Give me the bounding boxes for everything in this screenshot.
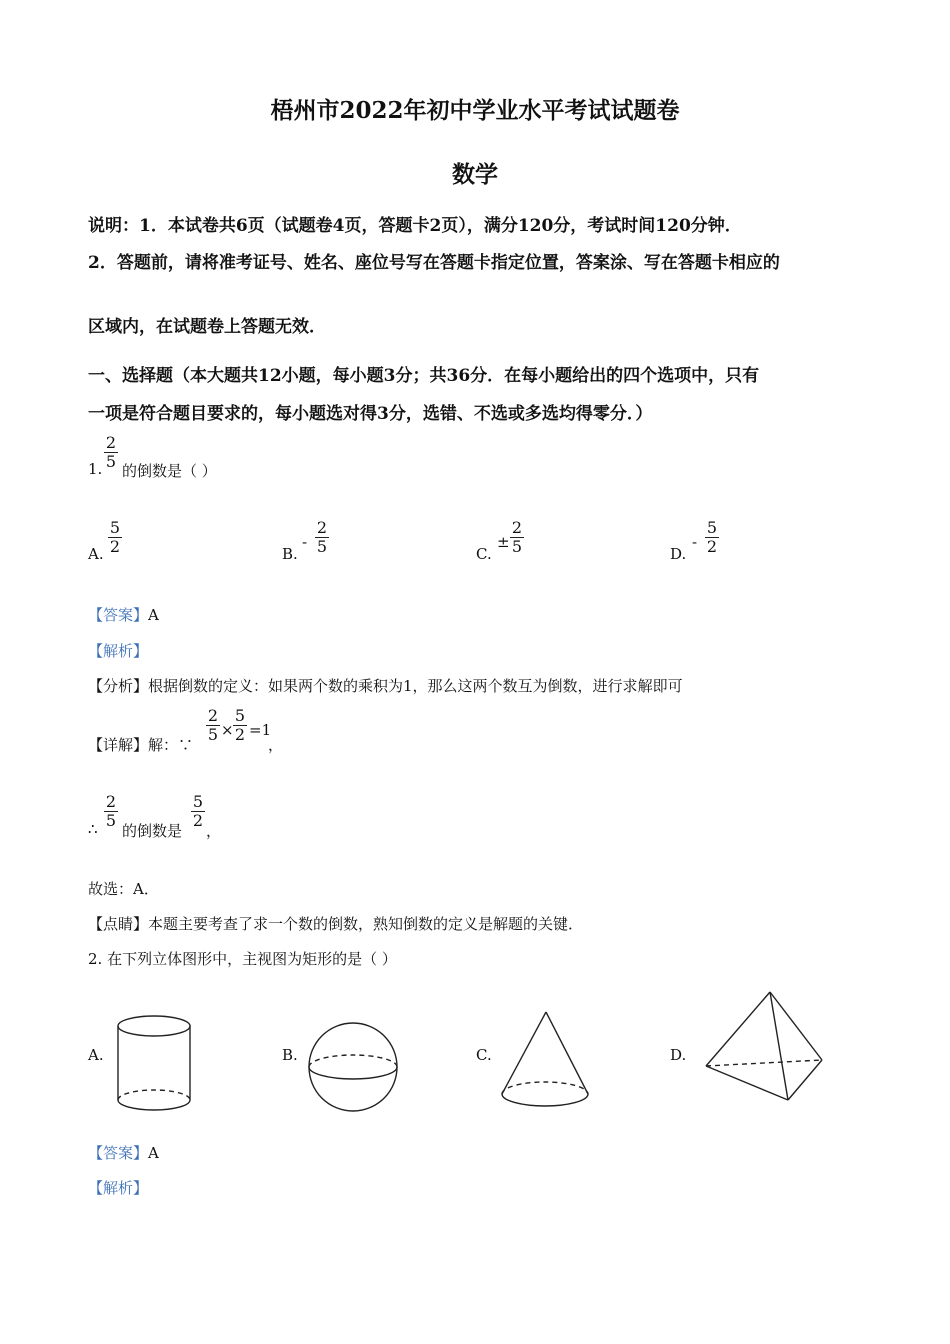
question-stem: 的倒数是（ ） <box>122 462 217 480</box>
subject-title: 数学 <box>452 161 498 188</box>
therefore-text: 的倒数是 <box>122 822 183 840</box>
sphere-icon <box>304 1020 404 1116</box>
option-sign: - <box>692 533 698 551</box>
equals-one: =1 <box>249 721 272 739</box>
option-label: C. <box>476 545 492 563</box>
option-label: D. <box>670 1046 687 1064</box>
question-stem: 2. 在下列立体图形中，主视图为矩形的是（ ） <box>88 950 397 968</box>
dianjing-tag: 【点睛】 <box>88 915 149 933</box>
cone-icon <box>496 1008 596 1116</box>
detail-comma: ， <box>268 736 284 754</box>
instruction-line-2: 2．答题前，请将准考证号、姓名、座位号写在答题卡指定位置，答案涂、写在答题卡相应的 <box>88 253 780 273</box>
tetrahedron-icon <box>700 988 830 1108</box>
answer-value: A <box>148 1144 159 1162</box>
option-fraction: 5 2 <box>706 518 718 556</box>
option-label: A. <box>88 545 104 563</box>
detail-prefix: 解：∵ <box>148 736 194 754</box>
section-heading-line-1: 一、选择题（本大题共12小题，每小题3分；共36分．在每小题给出的四个选项中，只有 <box>88 366 760 386</box>
option-fraction: 5 2 <box>109 518 121 556</box>
dianjing-line <box>88 913 583 934</box>
answer-line <box>88 1142 159 1163</box>
fenxi-line <box>88 675 683 696</box>
answer-tag: 【答案】 <box>88 606 149 624</box>
times-sign: × <box>221 721 234 739</box>
therefore-fraction-1: 2 5 <box>105 792 117 830</box>
answer-tag: 【答案】 <box>88 1144 149 1162</box>
therefore-comma: ， <box>206 822 222 840</box>
option-label: C. <box>476 1046 492 1064</box>
option-label: D. <box>670 545 687 563</box>
detail-fraction-1: 2 5 <box>207 706 219 744</box>
dianjing-text: 本题主要考查了求一个数的倒数，熟知倒数的定义是解题的关键． <box>148 915 584 933</box>
option-fraction: 2 5 <box>511 518 523 556</box>
detail-prefix-line <box>88 734 193 755</box>
therefore-sign: ∴ <box>88 820 98 838</box>
answer-value: A <box>148 606 159 624</box>
option-label: B. <box>282 545 298 563</box>
instruction-line-1: 说明：1．本试卷共6页（试题卷4页，答题卡2页），满分120分，考试时间120分钟． <box>88 216 742 236</box>
detail-tag: 【详解】 <box>88 736 149 754</box>
fenxi-text: 根据倒数的定义：如果两个数的乘积为1，那么这两个数互为倒数，进行求解即可 <box>148 677 683 695</box>
option-sign: ± <box>497 533 510 551</box>
detail-fraction-2: 5 2 <box>234 706 246 744</box>
question-fraction: 2 5 <box>105 433 117 471</box>
therefore-fraction-2: 5 2 <box>192 792 204 830</box>
option-label: B. <box>282 1046 298 1064</box>
answer-line <box>88 604 159 625</box>
option-label: A. <box>88 1046 104 1064</box>
option-fraction: 2 5 <box>316 518 328 556</box>
cylinder-icon <box>112 1012 196 1116</box>
choose-line: 故选：A． <box>88 880 159 898</box>
question-number: 1. <box>88 460 103 478</box>
option-sign: - <box>302 533 308 551</box>
analysis-tag: 【解析】 <box>88 1179 149 1197</box>
fenxi-tag: 【分析】 <box>88 677 149 695</box>
analysis-tag: 【解析】 <box>88 642 149 660</box>
section-heading-line-2: 一项是符合题目要求的，每小题选对得3分，选错、不选或多选均得零分．） <box>88 404 653 424</box>
instruction-line-3: 区域内，在试题卷上答题无效． <box>88 317 326 337</box>
page-title: 梧州市2022年初中学业水平考试试题卷 <box>270 97 680 124</box>
